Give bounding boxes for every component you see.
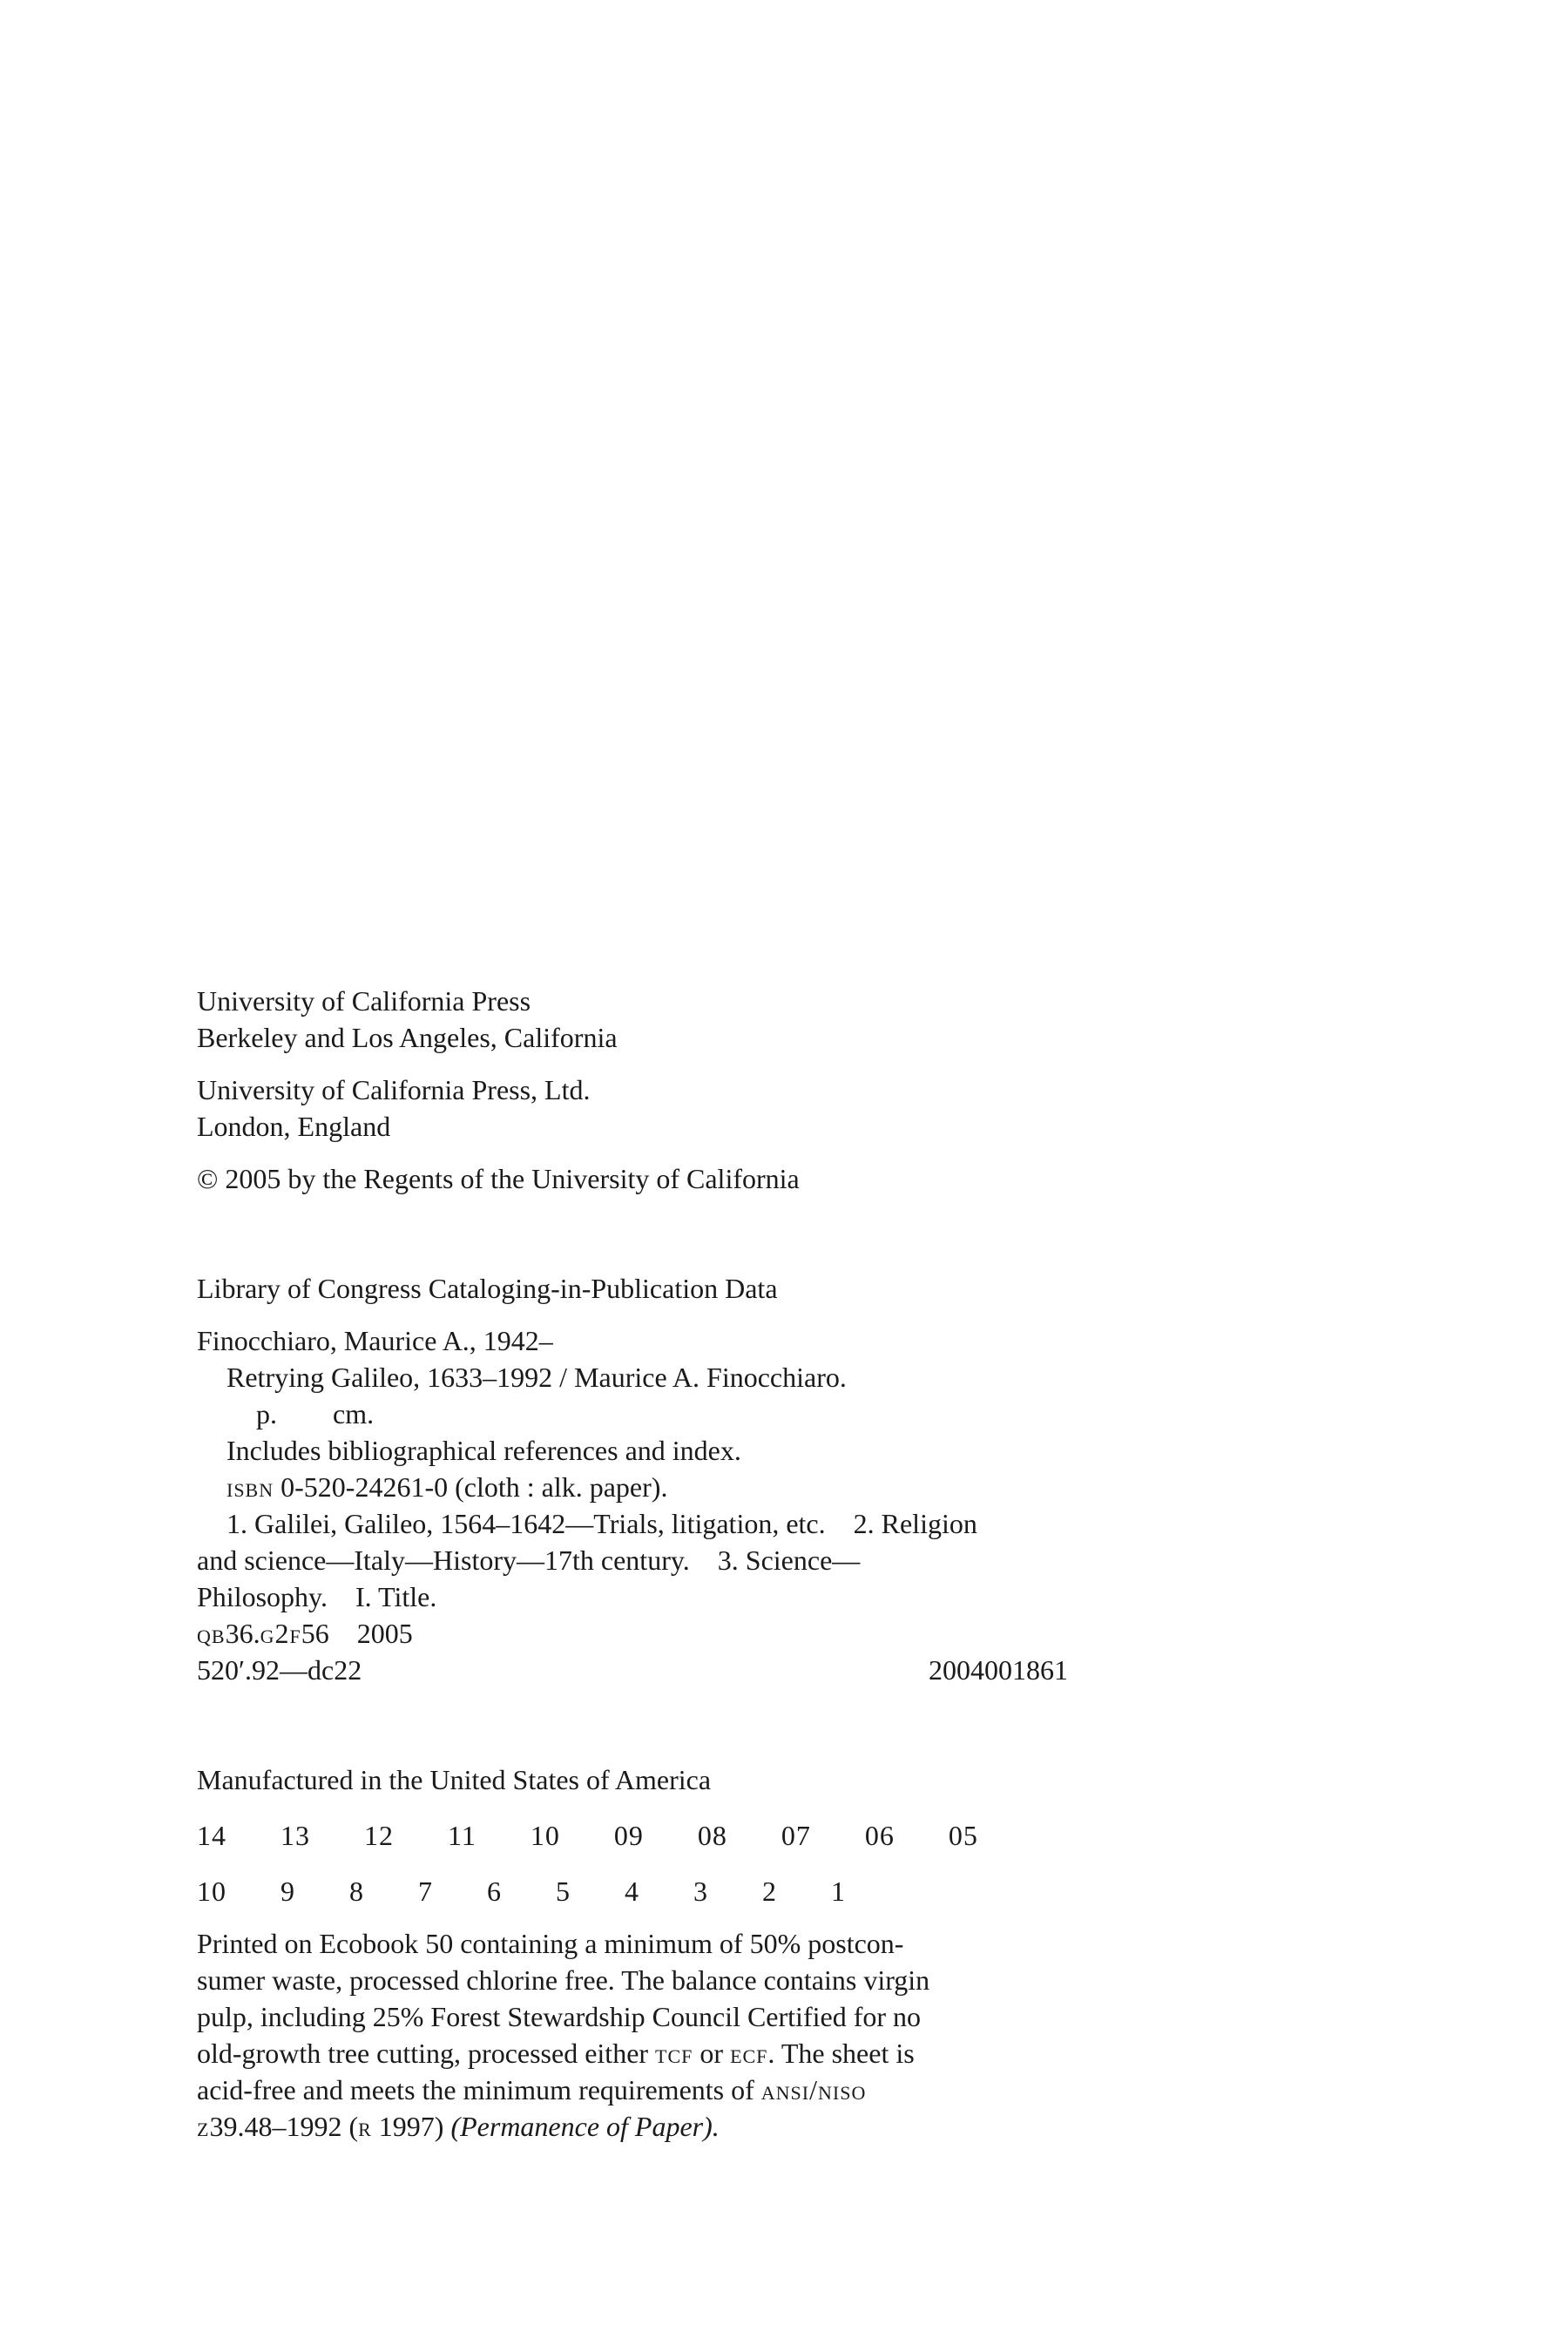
paper-note-line-4: old-growth tree cutting, processed either tcf or ecf. The sheet is [197, 2038, 915, 2069]
publisher-uk-location: London, England [197, 1111, 391, 1142]
cip-subjects-line-3: Philosophy. I. Title. [197, 1581, 437, 1612]
cip-lccn: 2004001861 [929, 1654, 1068, 1686]
paper-note-line-1: Printed on Ecobook 50 containing a minimum of 50% postcon- [197, 1928, 904, 1959]
cip-heading: Library of Congress Cataloging-in-Publication Data [197, 1273, 778, 1304]
publisher-uk-name: University of California Press, Ltd. [197, 1074, 591, 1105]
cip-dewey-row [197, 1652, 1068, 1688]
publisher-name: University of California Press [197, 985, 531, 1017]
cip-pages-cm: p. cm. [256, 1398, 375, 1429]
cip-title: Retrying Galileo, 1633–1992 / Maurice A. Finocchiaro. [226, 1362, 847, 1393]
cip-call-number: qb36.g2f56 2005 [197, 1618, 413, 1649]
publisher-location: Berkeley and Los Angeles, California [197, 1022, 618, 1053]
cip-subjects-line-2: and science—Italy—History—17th century. 3. Science— [197, 1544, 861, 1576]
paper-note-line-6: z39.48–1992 (r 1997) (Permanence of Paper). [197, 2111, 720, 2142]
paper-note-line-5: acid-free and meets the minimum requirements of ansi/niso [197, 2074, 867, 2105]
cip-subjects-line-1: 1. Galilei, Galileo, 1564–1642—Trials, litigation, etc. 2. Religion [226, 1508, 977, 1539]
paper-note-line-3: pulp, including 25% Forest Stewardship Council Certified for no [197, 2001, 921, 2032]
isbn-label: isbn [226, 1471, 274, 1503]
permanence-of-paper: (Permanence of Paper). [450, 2111, 720, 2142]
isbn-value: 0-520-24261-0 (cloth : alk. paper). [280, 1471, 668, 1503]
cip-dewey: 520′.92—dc22 [197, 1654, 362, 1686]
manufacture-country: Manufactured in the United States of America [197, 1764, 712, 1795]
printing-numbers: 10 9 8 7 6 5 4 3 2 1 [197, 1876, 846, 1907]
cip-author: Finocchiaro, Maurice A., 1942– [197, 1325, 553, 1356]
cip-isbn [197, 1469, 1068, 1505]
printing-years: 14 13 12 11 10 09 08 07 06 05 [197, 1820, 978, 1851]
copyright-page-block [197, 983, 1068, 2145]
paper-note-line-2: sumer waste, processed chlorine free. The balance contains virgin [197, 1964, 930, 1996]
copyright-notice: © 2005 by the Regents of the University of California [197, 1163, 800, 1194]
cip-includes: Includes bibliographical references and index. [226, 1435, 741, 1466]
